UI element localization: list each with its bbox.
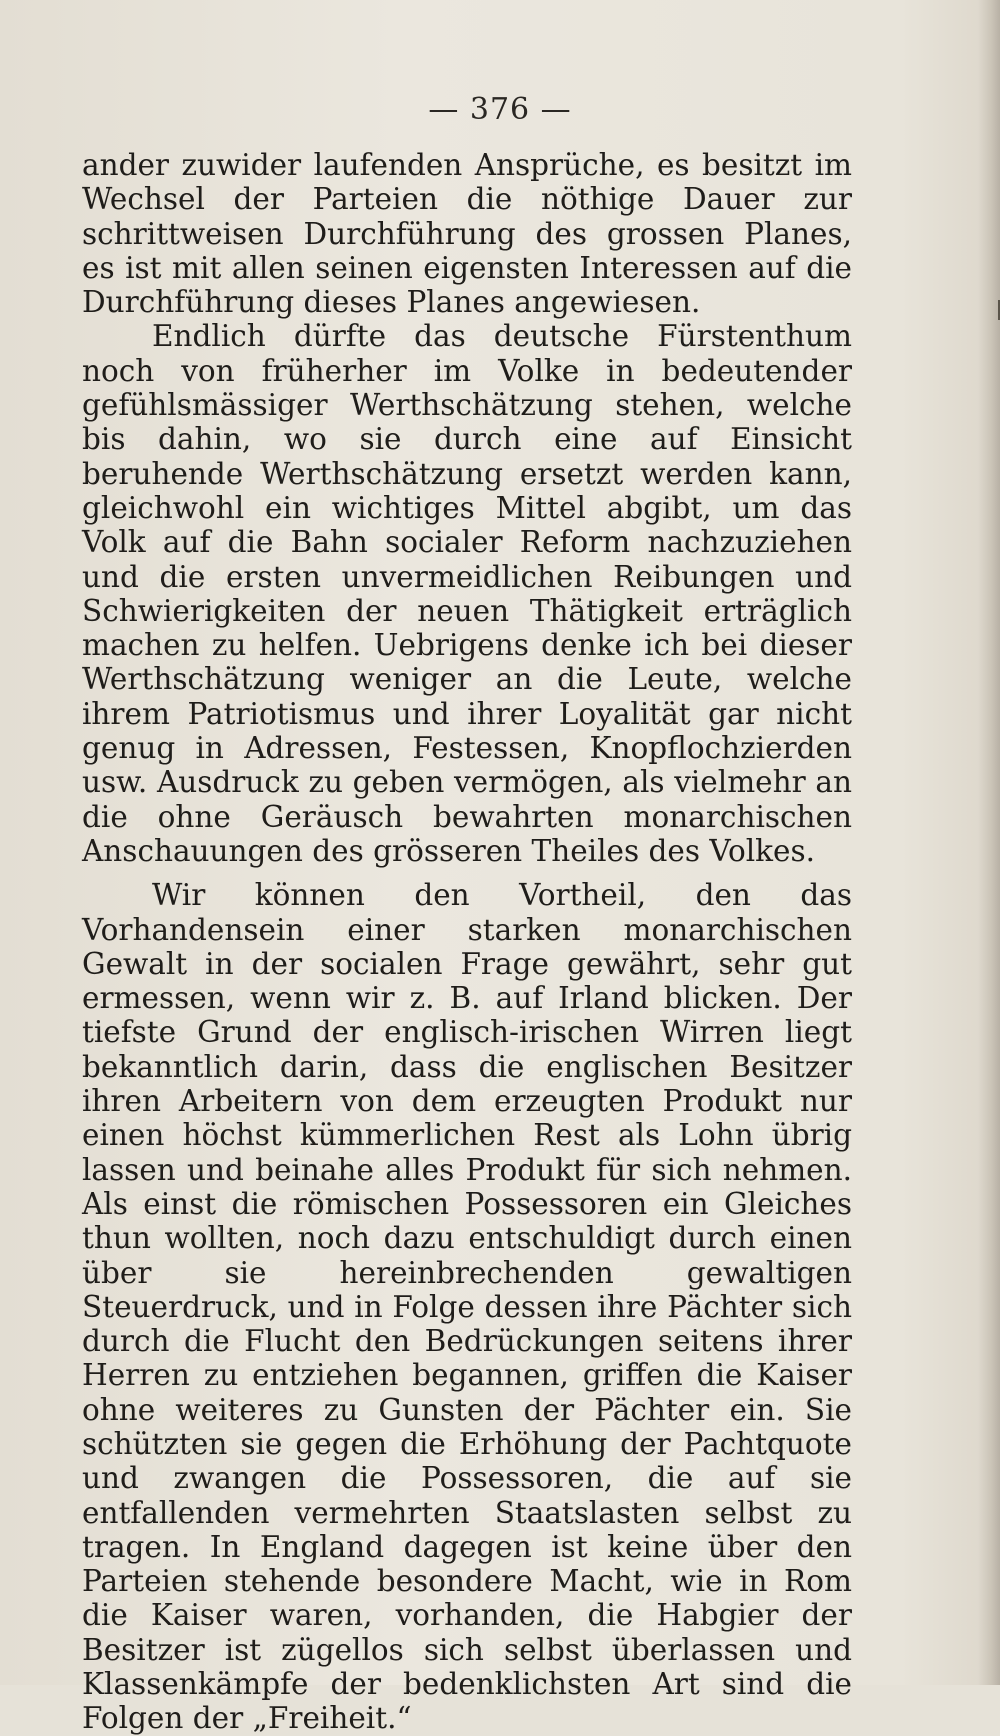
paragraph-continuation: ander zuwider laufenden Ansprüche, es besitzt im Wechsel der Parteien die nöthige Dauer zur schrittweisen Durchführung des grossen Planes, es ist mit allen seinen eigensten Interessen auf die Durchführung dieses Planes angewiesen.	[82, 148, 852, 320]
page-edge-shadow	[978, 0, 1000, 1685]
page-number-header: — 376 —	[428, 92, 572, 127]
paragraph-irland: Wir können den Vortheil, den das Vorhandensein einer starken monarchischen Gewalt in der socialen Frage gewährt, sehr gut ermessen, wenn wir z. B. auf Irland blicken. Der tiefste Grund der englisch-irischen Wirren liegt bekanntlich darin, dass die englischen Besitzer ihren Arbeitern von dem erzeugten Produkt nur einen höchst kümmerlichen Rest als Lohn übrig lassen und beinahe alles Produkt für sich nehmen. Als einst die römischen Possessoren ein Gleiches thun wollten, noch dazu entschuldigt durch einen über sie hereinbrechenden gewaltigen Steuerdruck, und in Folge dessen ihre Pächter sich durch die Flucht den Bedrückungen seitens ihrer Herren zu entziehen begannen, griffen die Kaiser ohne weiteres zu Gunsten der Pächter ein. Sie schützten sie gegen die Erhöhung der Pachtquote und zwangen die Possessoren, die auf sie entfallenden vermehrten Staatslasten selbst zu tragen. In England dagegen ist keine über den Parteien stehende besondere Macht, wie in Rom die Kaiser waren, vorhanden, die Habgier der Besitzer ist zügellos sich selbst überlassen und Klassenkämpfe der bedenklichsten Art sind die Folgen der „Freiheit.“	[82, 878, 852, 1736]
body-text	[82, 148, 852, 1736]
paragraph-fuerstenthum: Endlich dürfte das deutsche Fürstenthum noch von früherher im Volke in bedeutender gefühlsmässiger Werthschätzung stehen, welche bis dahin, wo sie durch eine auf Einsicht beruhende Werthschätzung ersetzt werden kann, gleichwohl ein wichtiges Mittel abgibt, um das Volk auf die Bahn socialer Reform nachzuziehen und die ersten unvermeidlichen Reibungen und Schwierigkeiten der neuen Thätigkeit erträglich machen zu helfen. Uebrigens denke ich bei dieser Werthschätzung weniger an die Leute, welche ihrem Patriotismus und ihrer Loyalität gar nicht genug in Adressen, Festessen, Knopflochzierden usw. Ausdruck zu geben vermögen, als vielmehr an die ohne Geräusch bewahrten monarchischen Anschauungen des grösseren Theiles des Volkes.	[82, 319, 852, 868]
